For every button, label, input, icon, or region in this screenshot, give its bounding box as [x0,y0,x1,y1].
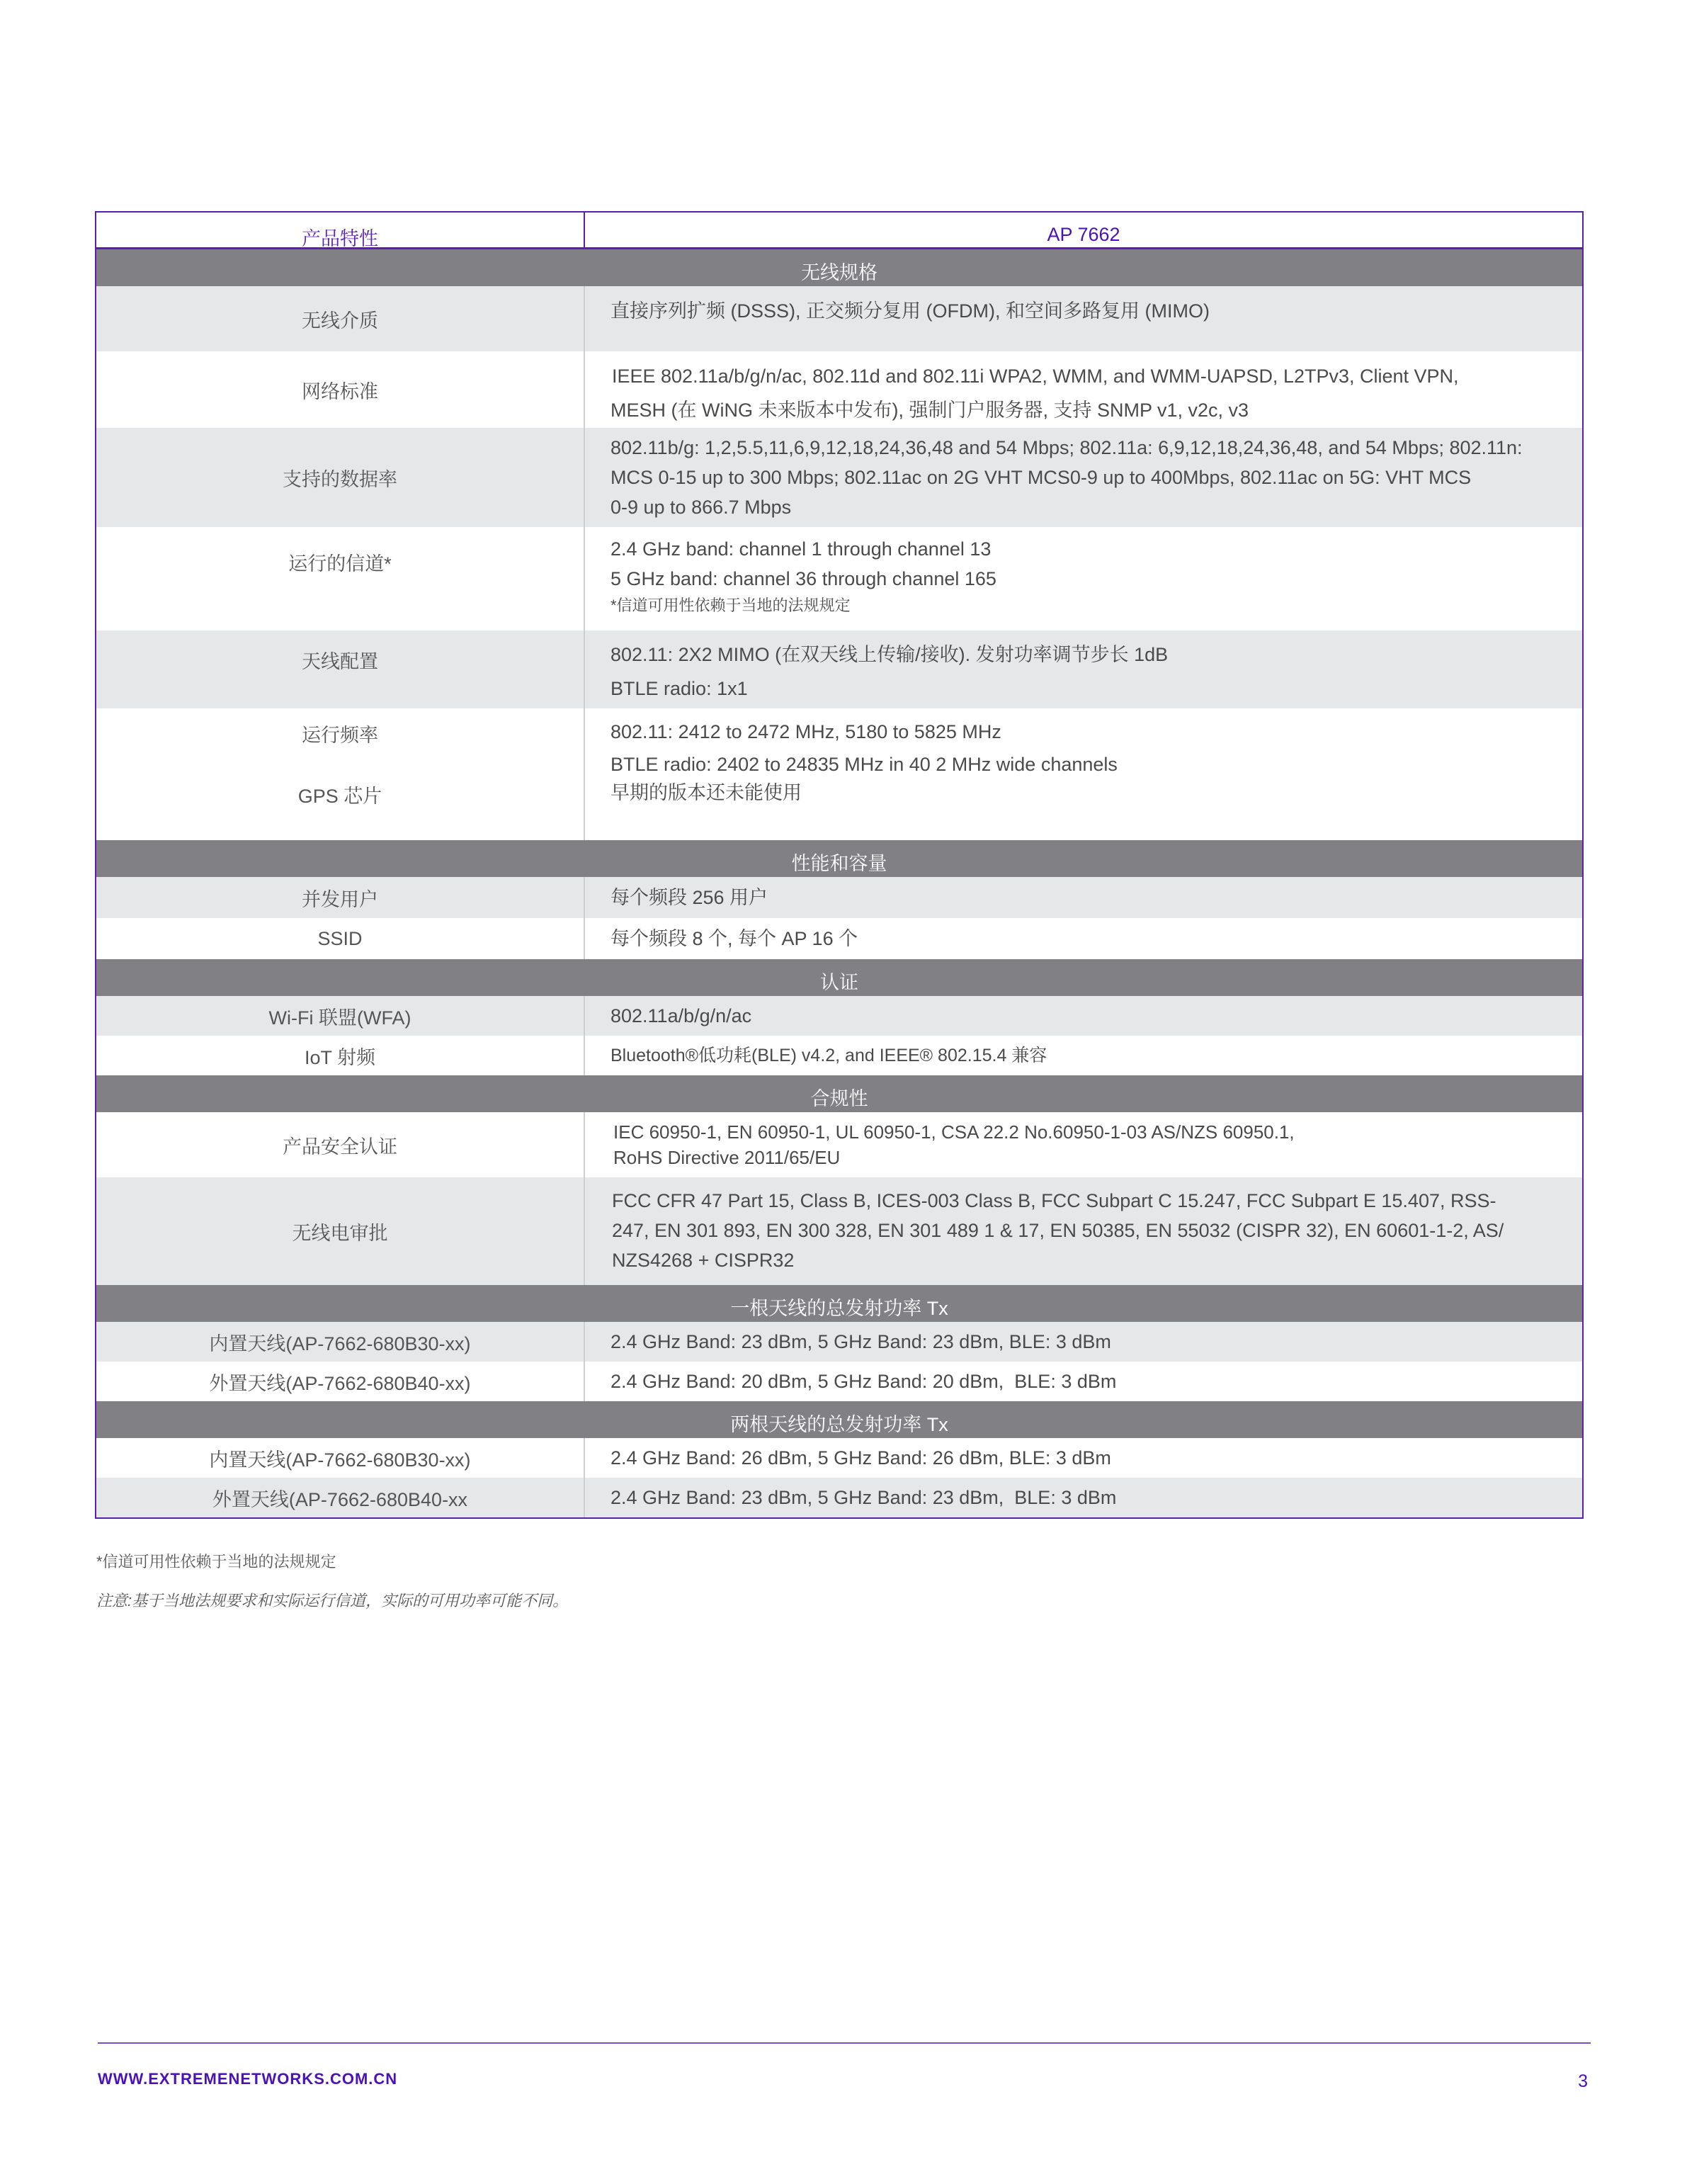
table-row [96,775,1582,840]
table-row [96,1322,1582,1362]
row-value [585,428,1582,527]
value-line: NZS4268 + CISPR32 [612,1250,795,1271]
table-row [96,1438,1582,1478]
value-line: 5 GHz band: channel 36 through channel 165 [610,568,996,589]
row-label: 天线配置 [96,630,585,708]
row-label: SSID [96,918,585,959]
table-row [96,351,1582,428]
table-row [96,877,1582,918]
value-line: 早期的版本还未能使用 [610,782,802,803]
row-label: IoT 射频 [96,1036,585,1075]
section-header-dual-antenna-power: 两根天线的总发射功率 Tx [96,1401,1582,1438]
value-line: BTLE radio: 1x1 [610,678,748,699]
row-value [585,918,1582,959]
footer-website-link[interactable]: WWW.EXTREMENETWORKS.COM.CN [98,2070,398,2088]
row-label: GPS 芯片 [96,775,585,840]
table-row [96,1177,1582,1285]
section-header-wireless: 无线规格 [96,249,1582,286]
value-line: 每个频段 8 个, 每个 AP 16 个 [610,928,858,949]
value-line: MESH (在 WiNG 未来版本中发布), 强制门户服务器, 支持 SNMP v1, v2c, v3 [610,400,1249,421]
table-row [96,1478,1582,1517]
row-value [585,1177,1582,1285]
row-label: 内置天线(AP-7662-680B30-xx) [96,1438,585,1478]
row-label: 网络标准 [96,351,585,428]
table-row [96,428,1582,527]
value-line: IEEE 802.11a/b/g/n/ac, 802.11d and 802.11i WPA2, WMM, and WMM-UAPSD, L2TPv3, Client VPN, [612,366,1459,387]
table-row [96,1036,1582,1075]
value-line: BTLE radio: 2402 to 24835 MHz in 40 2 MHz wide channels [610,754,1118,775]
power-note: 注意:基于当地法规要求和实际运行信道，实际的可用功率可能不同。 [96,1592,569,1609]
row-value [585,996,1582,1036]
value-line: IEC 60950-1, EN 60950-1, UL 60950-1, CSA 22.2 No.60950-1-03 AS/NZS 60950.1, [613,1121,1295,1143]
table-row [96,1362,1582,1401]
value-line: 直接序列扩频 (DSSS), 正交频分复用 (OFDM), 和空间多路复用 (MIMO) [610,300,1210,322]
table-header [96,213,1582,249]
value-line: 802.11b/g: 1,2,5.5,11,6,9,12,18,24,36,48 and 54 Mbps; 802.11a: 6,9,12,18,24,36,48, and 54 Mbps; 802.11n: [610,437,1523,458]
row-value [585,1478,1582,1517]
table-row [96,918,1582,959]
row-value [585,1036,1582,1075]
value-line: RoHS Directive 2011/65/EU [613,1147,841,1168]
value-line: MCS 0-15 up to 300 Mbps; 802.11ac on 2G VHT MCS0-9 up to 400Mbps, 802.11ac on 5G: VHT MCS [610,467,1472,488]
value-line: FCC CFR 47 Part 15, Class B, ICES-003 Class B, FCC Subpart C 15.247, FCC Subpart E 15.407, RSS- [612,1190,1496,1211]
table-row [96,286,1582,351]
row-value [585,877,1582,918]
header-feature: 产品特性 [96,213,585,247]
row-label: 内置天线(AP-7662-680B30-xx) [96,1322,585,1362]
row-label: 产品安全认证 [96,1112,585,1177]
row-value [585,527,1582,630]
value-line: 802.11: 2412 to 2472 MHz, 5180 to 5825 MHz [610,721,1001,742]
value-line: 802.11a/b/g/n/ac [610,1005,752,1026]
row-label: 无线电审批 [96,1177,585,1285]
header-model: AP 7662 [1047,224,1120,245]
table-row [96,708,1582,775]
spec-table [95,211,1584,1519]
value-line: 每个频段 256 用户 [610,887,768,908]
page-number: 3 [1578,2071,1588,2091]
row-value [585,775,1582,840]
table-row [96,630,1582,708]
row-label: 运行频率 [96,708,585,775]
value-line: 802.11: 2X2 MIMO (在双天线上传输/接收). 发射功率调节步长 1dB [610,644,1169,665]
row-label: 无线介质 [96,286,585,351]
value-line: Bluetooth®低功耗(BLE) v4.2, and IEEE® 802.15.4 兼容 [610,1046,1047,1065]
table-row [96,1112,1582,1177]
value-line: 0-9 up to 866.7 Mbps [610,497,792,518]
channel-note: *信道可用性依赖于当地的法规规定 [610,596,851,614]
row-label: 外置天线(AP-7662-680B40-xx) [96,1362,585,1401]
row-value [585,1322,1582,1362]
channel-availability-footnote: *信道可用性依赖于当地的法规规定 [96,1553,336,1571]
row-value [585,351,1582,428]
row-value [585,1438,1582,1478]
footer-divider [98,2042,1591,2044]
row-label: 支持的数据率 [96,428,585,527]
row-value [585,630,1582,708]
row-label: 并发用户 [96,877,585,918]
row-value [585,1362,1582,1401]
section-header-single-antenna-power: 一根天线的总发射功率 Tx [96,1285,1582,1322]
row-value [585,286,1582,351]
row-label: Wi-Fi 联盟(WFA) [96,996,585,1036]
value-line: 2.4 GHz Band: 26 dBm, 5 GHz Band: 26 dBm, BLE: 3 dBm [610,1447,1111,1469]
value-line: 2.4 GHz band: channel 1 through channel 13 [610,538,992,560]
table-row [96,996,1582,1036]
row-label: 运行的信道* [96,527,585,630]
value-line: 247, EN 301 893, EN 300 328, EN 301 489 1 & 17, EN 50385, EN 55032 (CISPR 32), EN 60601-1-2, AS/ [612,1220,1504,1241]
value-line: 2.4 GHz Band: 20 dBm, 5 GHz Band: 20 dBm, BLE: 3 dBm [610,1371,1117,1392]
row-value [585,708,1582,775]
section-header-compliance: 合规性 [96,1075,1582,1112]
section-header-certification: 认证 [96,959,1582,996]
row-label: 外置天线(AP-7662-680B40-xx [96,1478,585,1517]
table-row [96,527,1582,630]
row-value [585,1112,1582,1177]
section-header-performance: 性能和容量 [96,840,1582,877]
value-line: 2.4 GHz Band: 23 dBm, 5 GHz Band: 23 dBm, BLE: 3 dBm [610,1487,1117,1508]
value-line: 2.4 GHz Band: 23 dBm, 5 GHz Band: 23 dBm, BLE: 3 dBm [610,1331,1111,1352]
